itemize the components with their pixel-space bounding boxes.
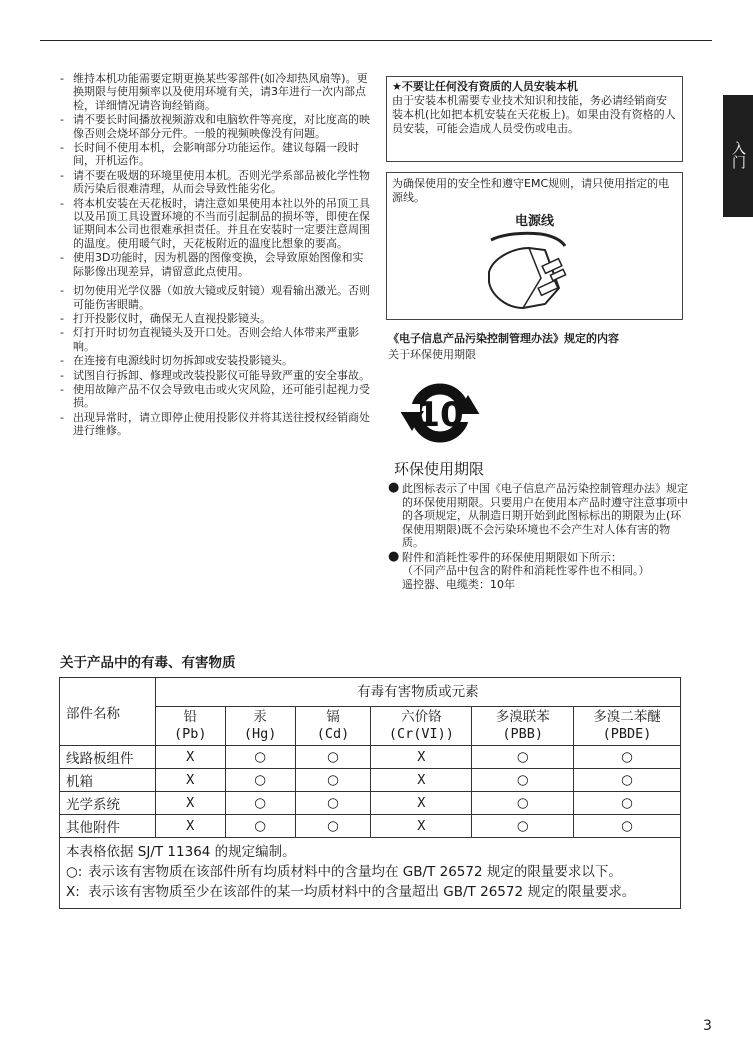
x-mark-icon: X: <box>66 884 80 900</box>
power-cord-box <box>386 172 683 320</box>
note-o <box>66 862 674 882</box>
section-tab <box>723 95 753 217</box>
dash-marker: - <box>60 326 64 340</box>
table-notes <box>60 838 681 909</box>
table-row <box>60 746 681 769</box>
substance-symbol: (PBDE) <box>602 726 652 742</box>
install-warning-title: ★不要让任何没有资质的人员安装本机 <box>392 80 578 93</box>
precaution-item <box>60 141 370 168</box>
substance-name: 多溴二苯醚 <box>593 709 661 725</box>
header-rule <box>40 40 712 41</box>
precaution-text: 切勿使用光学仪器（如放大镜或反射镜）观看输出激光。否则可能伤害眼睛。 <box>73 284 370 311</box>
dash-marker: - <box>60 72 64 85</box>
substance-name: 六价铬 <box>401 709 442 725</box>
note-o-text: 表示该有害物质在该部件所有均质材料中的含量均在 GB/T 26572 规定的限量要求以下。 <box>88 864 622 880</box>
dash-marker: - <box>60 368 64 382</box>
substance-cell: ○ <box>295 769 371 792</box>
table-row <box>60 815 681 838</box>
part-name-cell: 其他附件 <box>60 815 156 838</box>
dash-marker: - <box>60 251 64 265</box>
substance-cell: ○ <box>225 792 295 815</box>
precaution-text: 维持本机功能需要定期更换某些零部件(如冷却热风扇等)。更换期限与使用频率以及使用环境有关，请3年进行一次内部点检，详细情况请咨询经销商。 <box>73 72 368 112</box>
power-cord-text: 为确保使用的安全性和遵守EMC规则，请只使用指定的电源线。 <box>392 177 670 204</box>
power-cord-caption: 电源线 <box>514 214 554 229</box>
precaution-item <box>60 354 370 367</box>
substance-cell: X <box>155 815 225 838</box>
substance-cell: ○ <box>574 815 681 838</box>
precaution-item <box>60 284 370 311</box>
precaution-item <box>60 411 370 438</box>
substance-symbol: (Hg) <box>243 726 277 742</box>
precaution-item <box>60 169 370 196</box>
substance-cell: ○ <box>574 792 681 815</box>
dash-marker: - <box>60 382 64 396</box>
env-heading: 《电子信息产品污染控制管理办法》规定的内容 <box>388 332 619 345</box>
substance-cell: ○ <box>225 769 295 792</box>
substance-cell: X <box>371 815 472 838</box>
recycle-10-icon <box>394 371 688 459</box>
part-name-cell: 光学系统 <box>60 792 156 815</box>
install-warning-body: 由于安装本机需要专业技术知识和技能，务必请经销商安装本机(比如把本机安装在天花板上)。如果由没有资格的人员安装，可能会造成人员受伤或电击。 <box>392 94 676 135</box>
substance-cell: X <box>371 769 472 792</box>
precautions-list <box>60 72 370 439</box>
page-number: 3 <box>703 1018 712 1034</box>
substance-symbol: (Cr(VI)) <box>388 726 454 742</box>
substance-cell: ○ <box>225 746 295 769</box>
precaution-text: 灯打开时切勿直视镜头及开口处。否则会给人体带来严重影响。 <box>73 326 359 353</box>
substance-header <box>295 707 371 746</box>
precaution-item <box>60 383 370 410</box>
circle-mark-icon: ○: <box>66 864 83 880</box>
env-bullet-subtext: 遥控器、电缆类：10年 <box>402 577 515 591</box>
substance-group-header: 有毒有害物质或元素 <box>155 678 680 707</box>
substance-cell: ○ <box>472 769 574 792</box>
bullet-dot-icon: ● <box>388 480 400 495</box>
dash-marker: - <box>60 410 64 424</box>
substance-cell: X <box>155 792 225 815</box>
precaution-text: 出现异常时，请立即停止使用投影仪并将其送往授权经销商处进行维修。 <box>73 410 370 438</box>
substance-header <box>472 707 574 746</box>
env-bullet-text: 附件和消耗性零件的环保使用期限如下所示： <box>402 550 622 564</box>
substance-name: 汞 <box>253 709 267 725</box>
dash-marker: - <box>60 196 64 210</box>
precaution-text: 在连接有电源线时切勿拆卸或安装投影镜头。 <box>73 354 293 368</box>
precaution-item <box>60 326 370 353</box>
substances-table-title: 关于产品中的有毒、有害物质 <box>60 655 236 671</box>
env-bullet <box>388 482 688 550</box>
substance-header <box>155 707 225 746</box>
substance-name: 铅 <box>183 709 197 725</box>
table-row <box>60 769 681 792</box>
substance-name: 镉 <box>326 709 340 725</box>
substance-cell: ○ <box>472 815 574 838</box>
dash-marker: - <box>60 284 64 298</box>
part-name-header: 部件名称 <box>60 678 156 746</box>
dash-marker: - <box>60 113 64 127</box>
env-bullet <box>388 548 688 565</box>
substance-cell: X <box>155 769 225 792</box>
substance-cell: ○ <box>574 746 681 769</box>
precaution-text: 请不要在吸烟的环境里使用本机。否则光学系部品被化学性物质污染后很难清理，从而会导致性能劣化。 <box>73 168 370 196</box>
part-name-cell: 机箱 <box>60 769 156 792</box>
precaution-item <box>60 197 370 251</box>
precaution-item <box>60 113 370 140</box>
env-section <box>388 332 688 591</box>
substance-header <box>225 707 295 746</box>
precaution-item <box>60 251 370 278</box>
section-tab-label: 入门 <box>730 141 746 169</box>
precaution-text: 请不要长时间播放视频游戏和电脑软件等亮度，对比度高的映像否则会烧坏部分元件。一般的视频映像没有问题。 <box>73 113 370 140</box>
precaution-item <box>60 72 370 112</box>
substance-cell: X <box>155 746 225 769</box>
substance-header <box>574 707 681 746</box>
precaution-text: 打开投影仪时，确保无人直视投影镜头。 <box>73 311 271 325</box>
precaution-item <box>60 369 370 382</box>
note-x <box>66 882 674 902</box>
substance-symbol: (Cd) <box>316 726 350 742</box>
substance-symbol: (Pb) <box>173 726 207 742</box>
dash-marker: - <box>60 168 64 182</box>
dash-marker: - <box>60 141 64 155</box>
env-bullet-text: 此图标表示了中国《电子信息产品污染控制管理办法》规定的环保使用期限。只要用户在使用本产品时遵守注意事项中的各项规定，从制造日期开始到此图标标出的期限为止(环保使用期限)既不会污染环境也不会产生对人体有害的物质。 <box>402 482 688 549</box>
dash-marker: - <box>60 354 64 368</box>
logo-number: 10 <box>416 395 464 435</box>
precaution-text: 使用3D功能时，因为机器的图像变换，会导致原始图像和实际影像出现差异，请留意此点使用。 <box>73 251 364 278</box>
precaution-text: 将本机安装在天花板时，请注意如果使用本社以外的吊顶工具以及吊顶工具设置环境的不当而引起制品的损坏等，即使在保证期间本公司也很难承担责任。并且在安装时一定要注意周围的温度。使用暖气时，天花板附近的温度比想象的要高。 <box>73 196 370 250</box>
env-subheading: 关于环保使用期限 <box>388 347 476 361</box>
precaution-item <box>60 312 370 325</box>
substance-cell: ○ <box>295 792 371 815</box>
note-x-text: 表示该有害物质至少在该部件的某一均质材料中的含量超出 GB/T 26572 规定的限量要求。 <box>88 884 636 900</box>
dash-marker: - <box>60 311 64 325</box>
table-row <box>60 792 681 815</box>
substance-cell: ○ <box>225 815 295 838</box>
precaution-text: 使用故障产品不仅会导致电击或火灾风险，还可能引起视力受损。 <box>73 382 370 410</box>
install-warning-box <box>386 76 683 162</box>
precaution-text: 长时间不使用本机，会影响部分功能运作。建议每隔一段时间，开机运作。 <box>73 141 359 168</box>
bullet-dot-icon: ● <box>388 548 400 564</box>
substance-cell: X <box>371 746 472 769</box>
substance-cell: ○ <box>472 792 574 815</box>
power-cord-plug-icon <box>483 228 583 312</box>
substances-table <box>59 677 681 909</box>
substance-name: 多溴联苯 <box>495 709 550 725</box>
precaution-text: 试图自行拆卸、修理或改装投影仪可能导致严重的安全事故。 <box>73 368 370 382</box>
substance-cell: ○ <box>295 746 371 769</box>
substance-cell: ○ <box>295 815 371 838</box>
logo-caption: 环保使用期限 <box>394 459 485 478</box>
env-bullet-subtext: （不同产品中包含的附件和消耗性零件也不相同。） <box>402 564 650 577</box>
substance-header <box>371 707 472 746</box>
substance-cell: ○ <box>472 746 574 769</box>
substance-cell: ○ <box>574 769 681 792</box>
note-basis: 本表格依据 SJ/T 11364 的规定编制。 <box>66 844 296 860</box>
part-name-cell: 线路板组件 <box>60 746 156 769</box>
substance-symbol: (PBB) <box>502 726 544 742</box>
substance-cell: X <box>371 792 472 815</box>
